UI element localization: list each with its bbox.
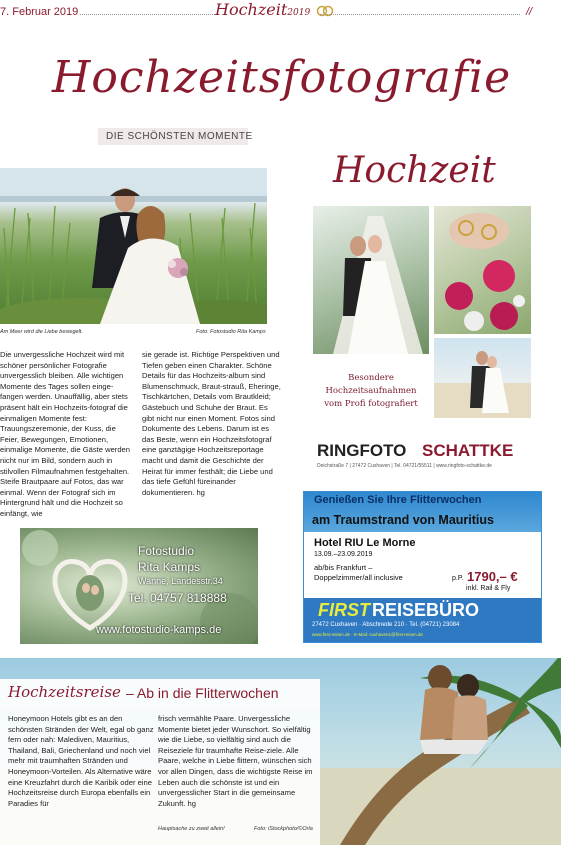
couple-illustration (313, 206, 429, 354)
beach-couple-illustration (434, 338, 531, 418)
travel-ad-dates: 13.09.–23.09.2019 (314, 551, 373, 558)
flitter-text-column-1: Honeymoon Hotels gibt es an den schönsten Stränden der Welt, egal ob ganz fern oder nah: Malediven, Mauritius, Thailand, Bali, Griechenland und noch viel mehr mit traumhaften Stränden und Honeymoon-Vorteilen. Als Alternative wäre eine Kreuzfahrt durch die Karibik oder eine Hochzeitsreise durch Europa ebenfalls ein Paradies für (8, 714, 154, 808)
tagline-line-1: Besondere (348, 373, 394, 383)
flitter-text-column-2: frisch vermählte Paare. Unvergessliche Momente bietet jeder Wunschort. So vielfältig wie die Liebe, so vielfältig sind auch die Reiseziele für traumhafte Reise-ziele. Alle Paare, welche in Liebe flittern, wünschen sich vor allen Dingen, dass die wichtigste Reise im Leben auch die schönste ist und ein unvergesslicher Start in die gemeinsame Zukunft. hg (158, 714, 313, 808)
flitter-caption: Hauptsache zu zweit allein! (158, 826, 225, 832)
travel-ad-detail-line-2: Doppelzimmer/all inclusive (314, 573, 403, 582)
hochzeit-ad-photo-couple (313, 206, 429, 354)
studio-name-line-2: Rita Kamps (138, 560, 201, 574)
fotostudio-ad (20, 528, 258, 644)
hochzeit-ad-title: Hochzeit (333, 150, 496, 191)
flitter-headline-script: Hochzeitsreise (8, 683, 121, 701)
tagline-line-2: Hochzeitsaufnahmen (325, 386, 417, 396)
flitter-headline: – Ab in die Flitterwochen (126, 685, 279, 701)
article-text-column-1: Die unvergessliche Hochzeit wird mit schöner persönlicher Fotografie unvergesslich bleiben. Alle wichtigen Momente des Tages sollen einge-fangen werden. Unauffällig, aber stets präsent hält ein Hochzeits-fotograf die einmaligen Momente fest: Trauungszeremonie, der Kuss, die Feier, Bewegungen, Emotionen, einmalige Momente, die Gäste werden nicht nur im Bild, sondern auch in stilvollen Filmaufnahmen festgehalten. Steife Brautpaare auf Fotos, das war einmal. Wenn der Fotograf sich im Hintergrund hält und die Hochzeit so einfängt, wie (0, 350, 131, 518)
section-logo-text: Hochzeit (215, 0, 288, 19)
studio-phone: Tel. 04757 818888 (128, 591, 227, 605)
travel-ad-headline-2: am Traumstrand von Mauritius (312, 513, 494, 527)
travel-ad-hotel: Hotel RIU Le Morne (314, 537, 416, 549)
ringfoto-address: Deichstraße 7 | 27472 Cuxhaven | Tel. 04721/55511 | www.ringfoto-schattke.de (317, 463, 492, 469)
photo-credit: Foto: Fotostudio Rita Kamps (196, 329, 266, 335)
wedding-photo (0, 168, 267, 324)
tagline-line-3: vom Profi fotografiert (324, 399, 418, 409)
section-logo-year: 2019 (287, 8, 311, 18)
couple-illustration (0, 168, 267, 324)
flitter-credit: Foto: iStockphoto/©Orla (254, 826, 313, 832)
ringfoto-logo: RINGFOTO (317, 441, 407, 460)
issue-date: 7. Februar 2019 (0, 6, 79, 18)
reisebuero-logo: REISEBÜRO (372, 600, 480, 620)
travel-ad-price: 1790,– € (467, 569, 518, 584)
article-text-column-2: sie gerade ist. Richtige Perspektiven und Tiefen geben einen Charakter. Schöne Details für das Hochzeits-album sind Blumenschmuck, Braut-strauß, Eheringe, Tischkärtchen, Details vom Brautkleid; Gästebuch und Schuhe der Braut. Es gibt nicht nur einen Moment. Fotos sind Dokumente des Lebens. Darum ist es das Beste, wenn ein Hochzeitsfotograf eine ganztägige Hochzeitsreportage macht und damit die Geschichte der Heirat für immer festhält; die Liebe und das tiefe Gefühl füreinander dokumentieren. hg (142, 350, 281, 497)
header-divider (320, 14, 520, 15)
travel-ad-pp: p.P. (452, 575, 464, 582)
article-title: Hochzeitsfotografie (52, 52, 512, 103)
travel-ad-headline-1: Genießen Sie Ihre Flitterwochen (314, 494, 482, 506)
first-logo: FIRST (318, 600, 370, 620)
header-divider (80, 14, 215, 15)
travel-ad-included: inkl. Rail & Fly (466, 585, 511, 592)
studio-address: Wanne, Landesstr.34 (138, 576, 223, 586)
schattke-logo: SCHATTKE (422, 441, 514, 460)
rings-bouquet-illustration (434, 206, 531, 334)
page-mark: // (526, 6, 533, 18)
hochzeit-ad-tagline (313, 372, 429, 411)
hochzeit-ad-photo-beach (434, 338, 531, 418)
travel-ad-website: www.first-reisen.de · E-Mail: cuxhaven1@first-reisen.de (312, 632, 423, 637)
travel-ad-details (314, 563, 454, 583)
section-logo (215, 0, 335, 19)
studio-website: www.fotostudio-kamps.de (96, 624, 222, 636)
photo-caption: Am Meer wird die Liebe besiegelt. (0, 329, 83, 335)
travel-ad-address: 27472 Cuxhaven · Abschnede 210 · Tel. (04721) 23084 (312, 622, 460, 628)
travel-ad-detail-line-1: ab/bis Frankfurt – (314, 563, 373, 572)
article-subtitle: DIE SCHÖNSTEN MOMENTE (106, 131, 253, 142)
hochzeit-ad-photo-rings (434, 206, 531, 334)
studio-name-line-1: Fotostudio (138, 544, 195, 558)
